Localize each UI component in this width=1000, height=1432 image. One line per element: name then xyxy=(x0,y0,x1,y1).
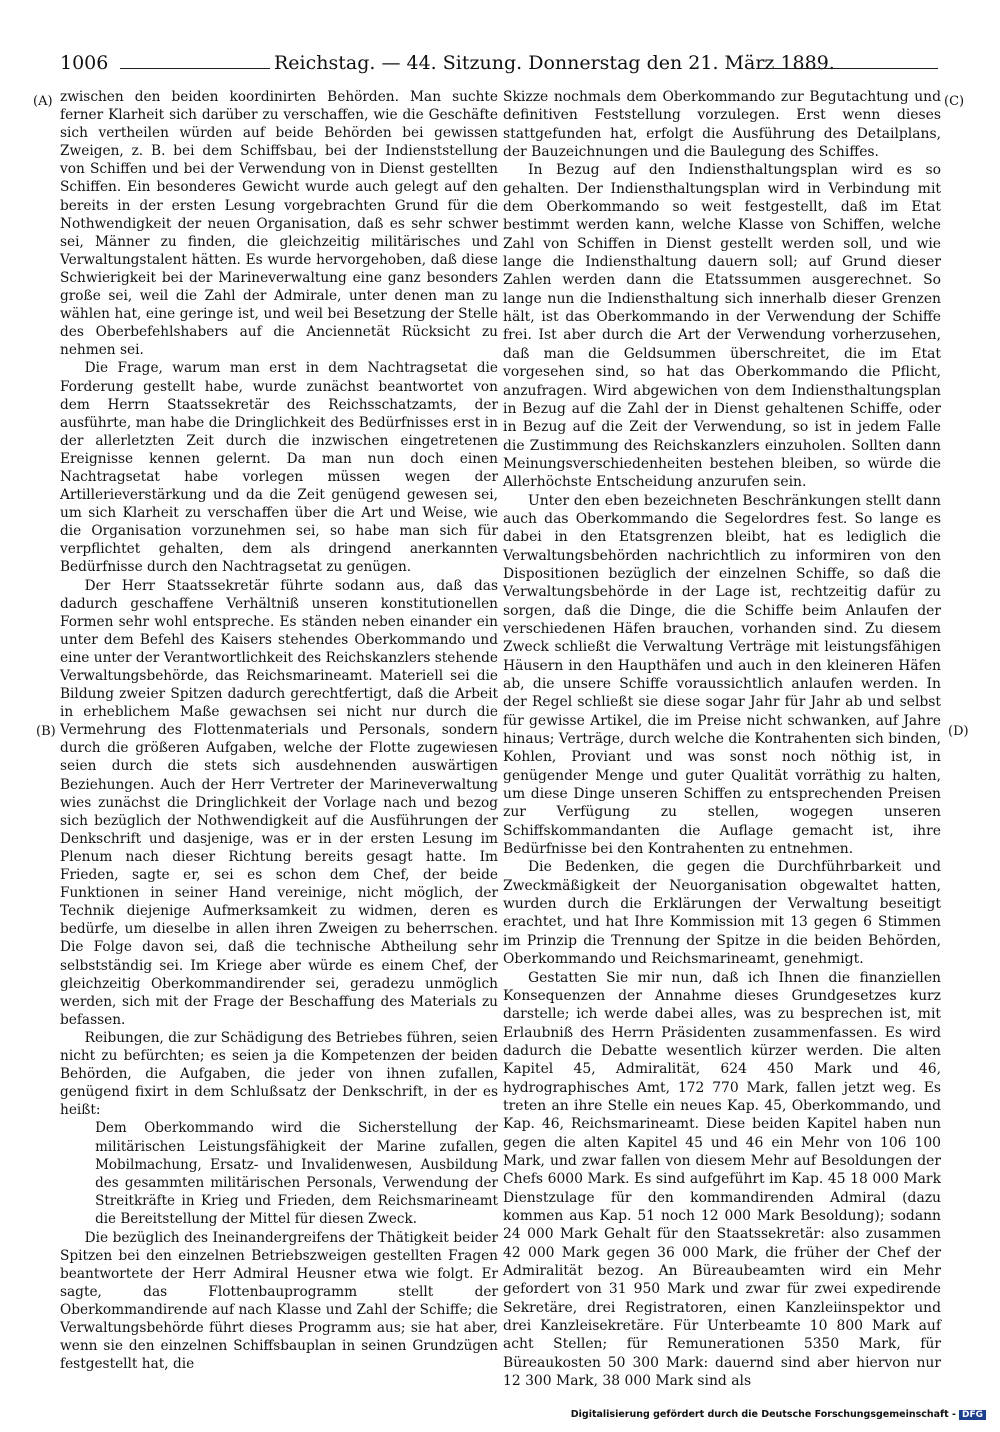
right-text-column xyxy=(503,88,941,1390)
paragraph: zwischen den beiden koordinirten Behörden. Man suchte ferner Klarheit sich darüber zu verschaffen, wie die Geschäfte sich vertheilen würden auf beide Behörden bei gewissen Zweigen, z. B. bei dem Schiffsbau, bei der Indienststellung von Schiffen und bei der Verwendung von in Dienst gestellten Schiffen. Ein besonderes Gewicht wurde auch gelegt auf den bereits in der ersten Lesung vorgebrachten Grund für die Nothwendigkeit der neuen Organisation, daß es sehr schwer sei, Männer zu finden, die gleichzeitig militärisches und Verwaltungstalent hätten. Es wurde hervorgehoben, daß diese Schwierigkeit bei der Marineverwaltung eine ganz besonders große sei, weil die Zahl der Admirale, unter denen man zu wählen hat, eine geringe ist, und weil bei Besetzung der Stelle des Oberbefehlshabers auf die Anciennetät Rücksicht zu nehmen sei. xyxy=(60,89,498,359)
page-running-title: Reichstag. — 44. Sitzung. Donnerstag den 21. März 1889. xyxy=(274,52,835,74)
margin-marker-a: (A) xyxy=(33,94,53,109)
margin-marker-b: (B) xyxy=(36,724,56,739)
paragraph: In Bezug auf den Indiensthaltungsplan wird es so gehalten. Der Indiensthaltungsplan wird in Verbindung mit dem Oberkommando so weit festgestellt, daß im Etat bestimmt werden kann, welche Klasse von Schiffen, welche Zahl von Schiffen in Dienst gestellt werden soll, und wie lange die Indiensthaltung dauern soll; auf Grund dieser Zahlen werden dann die Etatssummen ausgerechnet. So lange nun die Indiensthaltung sich innerhalb dieser Grenzen hält, ist das Oberkommando in der Verwendung der Schiffe frei. Ist aber durch die Art der Verwendung vorherzusehen, daß man die Geldsummen überschreitet, die im Etat vorgesehen sind, so hat das Oberkommando die Pflicht, anzufragen. Wird abgewichen von dem Indiensthaltungsplan in Bezug auf die Zahl der in Dienst gehaltenen Schiffe, oder in Bezug auf die Zeit der Verwendung, so ist in jedem Falle die Zustimmung des Reichskanzlers einzuholen. Sollten dann Meinungsverschiedenheiten bestehen bleiben, so würde die Allerhöchste Entscheidung anzurufen sein. xyxy=(503,162,941,491)
paragraph: Reibungen, die zur Schädigung des Betriebes führen, seien nicht zu befürchten; es seien ja die Kompetenzen der beiden Behörden, die Aufgaben, die jeder von ihnen zufallen, genügend fixirt in dem Schlußsatz der Denkschrift, in der es heißt: xyxy=(60,1029,498,1119)
paragraph: Die Bedenken, die gegen die Durchführbarkeit und Zweckmäßigkeit der Neuorganisation obgewaltet hatten, wurden durch die Erklärungen der Verwaltung beseitigt erachtet, und hat Ihre Kommission mit 13 gegen 6 Stimmen im Prinzip die Trennung der Spitze in die beiden Behörden, Oberkommando und Reichsmarineamt, genehmigt. xyxy=(503,859,941,968)
paragraph: Die Frage, warum man erst in dem Nachtragsetat die Forderung gestellt habe, wurde zunächst beantwortet von dem Herrn Staatssekretär des Reichsschatzamts, der ausführte, man habe die Dringlichkeit des Bedürfnisses erst in der allerletzten Zeit durch die inzwischen eingetretenen Ereignisse kennen gelernt. Da man nun doch einen Nachtragsetat habe vorlegen müssen wegen der Artillerieverstärkung und da die Zeit genügend gewesen sei, um sich Klarheit zu verschaffen über die Art und Weise, wie die Organisation vorzunehmen sei, so habe man sich für verpflichtet gehalten, dem als dringend anerkannten Bedürfnisse durch den Nachtragsetat zu genügen. xyxy=(60,360,498,576)
margin-marker-d: (D) xyxy=(948,724,969,739)
paragraph: Der Herr Staatssekretär führte sodann aus, daß das dadurch geschaffene Verhältniß unseren konstitutionellen Formen sehr wohl entspreche. Es ständen neben einander ein unter dem Befehl des Kaisers stehendes Oberkommando und eine unter der Verantwortlichkeit des Reichskanzlers stehende Verwaltungsbehörde, das Reichsmarineamt. Materiell sei die Bildung zweier Spitzen dadurch gerechtfertigt, daß die Arbeit in erheblichem Maße gewachsen sei nicht nur durch die Vermehrung des Flottenmaterials und Personals, sondern durch die größeren Aufgaben, welche der Flotte zugewiesen seien durch die stets sich ausdehnenden auswärtigen Beziehungen. Auch der Herr Vertreter der Marineverwaltung wies zunächst die Dringlichkeit der Vorlage nach und bezog sich bezüglich der Nothwendigkeit auf die Ausführungen der Denkschrift und dasjenige, was er in der ersten Lesung im Plenum nach dieser Richtung bereits gesagt hatte. Im Frieden, sagte er, sei es schon dem Chef, der beide Funktionen in seiner Hand vereinige, nicht möglich, der Technik diejenige Aufmerksamkeit zu widmen, deren es bedürfe, um dieselbe in allen ihren Zweigen zu beherrschen. Die Folge davon sei, daß die technische Abtheilung sehr selbstständig sei. Im Kriege aber würde es einem Chef, der gleichzeitig Oberkommandirender sei, geradezu unmöglich werden, sich mit der Frage der Beschaffung des Materials zu befassen. xyxy=(60,577,498,1028)
footer-text: Digitalisierung gefördert durch die Deutsche Forschungsgemeinschaft - xyxy=(570,1409,956,1420)
digitization-footer xyxy=(571,1409,986,1420)
page-header xyxy=(58,50,938,78)
paragraph: Die bezüglich des Ineinandergreifens der Thätigkeit beider Spitzen bei den einzelnen Betriebszweigen gestellten Fragen beantwortete der Herr Admiral Heusner etwa wie folgt. Er sagte, das Flottenbauprogramm stellt der Oberkommandirende auf nach Klasse und Zahl der Schiffe; die Verwaltungsbehörde führt dieses Programm aus; sie hat aber, wenn sie den einzelnen Schiffsbauplan in seinen Grundzügen festgestellt hat, die xyxy=(60,1229,498,1373)
paragraph: Skizze nochmals dem Oberkommando zur Begutachtung und definitiven Feststellung vorzulegen. Erst wenn dieses stattgefunden hat, erfolgt die Ausführung des Detailplans, der Bauzeichnungen und die Baulegung des Schiffes. xyxy=(503,89,941,161)
header-rule-left xyxy=(120,68,270,69)
paragraph: Unter den eben bezeichneten Beschränkungen stellt dann auch das Oberkommando die Segelordres fest. So lange es dabei in den Etatsgrenzen bleibt, hat es lediglich die Verwaltungsbehörden nachrichtlich zu informiren von den Dispositionen bezüglich der einzelnen Schiffe, so daß die Verwaltungsbehörde in der Lage ist, rechtzeitig dafür zu sorgen, daß die Dinge, die die Schiffe beim Anlaufen der verschiedenen Häfen brauchen, vorhanden sind. Zu diesem Zweck schließt die Verwaltung Verträge mit leistungsfähigen Häusern in den Haupthäfen und auch in den kleineren Häfen ab, die unsere Schiffe voraussichtlich anlaufen werden. In der Regel schließt sie diese sogar Jahr für Jahr ab und selbst für gewisse Artikel, die im Preise nicht schwanken, auf Jahre hinaus; Verträge, durch welche die Kontrahenten sich binden, Kohlen, Proviant und was sonst noch nöthig ist, in genügender Menge und guter Qualität vorräthig zu halten, um diese Dinge unseren Schiffen zu entsprechenden Preisen zur Verfügung zu stellen, wogegen unseren Schiffskommandanten die Auflage gemacht ist, ihre Bedürfnisse bei den Kontrahenten zu entnehmen. xyxy=(503,492,941,858)
paragraph: Gestatten Sie mir nun, daß ich Ihnen die finanziellen Konsequenzen der Annahme dieses Grundgesetzes kurz darstelle; ich werde dabei alles, was zu besprechen ist, mit Erlaubniß des Herrn Präsidenten zusammenfassen. Es wird dadurch die Debatte wesentlich kürzer werden. Die alten Kapitel 45, Admiralität, 624 450 Mark und 46, hydrographisches Amt, 172 770 Mark, fallen jetzt weg. Es treten an ihre Stelle ein neues Kap. 45, Oberkommando, und Kap. 46, Reichsmarineamt. Diese beiden Kapitel haben nun gegen die alten Kapitel 45 und 46 ein Mehr von 106 100 Mark, und zwar fallen von diesem Mehr auf Besoldungen der Chefs 6000 Mark. Es sind aufgeführt im Kap. 45 18 000 Mark Dienstzulage für den kommandirenden Admiral (dazu kommen aus Kap. 51 noch 12 000 Mark Besoldung); sodann 24 000 Mark Gehalt für den Staatssekretär: also zusammen 42 000 Mark gegen 36 000 Mark, die früher der Chef der Admiralität bezog. An Büreaubeamten wird ein Mehr gefordert von 31 950 Mark und zwar für zwei expedirende Sekretäre, drei Registratoren, einen Kanzleiinspektor und drei Kanzleisekretäre. Für Unterbeamte 10 800 Mark auf acht Stellen; für Remunerationen 5350 Mark, für Büreaukosten 50 300 Mark: dauernd sind aber hiervon nur 12 300 Mark, 38 000 Mark sind als xyxy=(503,969,941,1390)
dfg-logo: DFG xyxy=(959,1410,986,1420)
left-text-column xyxy=(60,88,498,1373)
block-quote: Dem Oberkommando wird die Sicherstellung der militärischen Leistungsfähigkeit der Marine zufallen, Mobilmachung, Ersatz- und Invalidenwesen, Ausbildung des gesammten militärischen Personals, Verwendung der Streitkräfte in Krieg und Frieden, dem Reichsmarineamt die Bereitstellung der Mittel für diesen Zweck. xyxy=(95,1120,498,1228)
page-number: 1006 xyxy=(60,52,109,74)
header-rule-right xyxy=(758,68,938,69)
margin-marker-c: (C) xyxy=(944,94,965,109)
